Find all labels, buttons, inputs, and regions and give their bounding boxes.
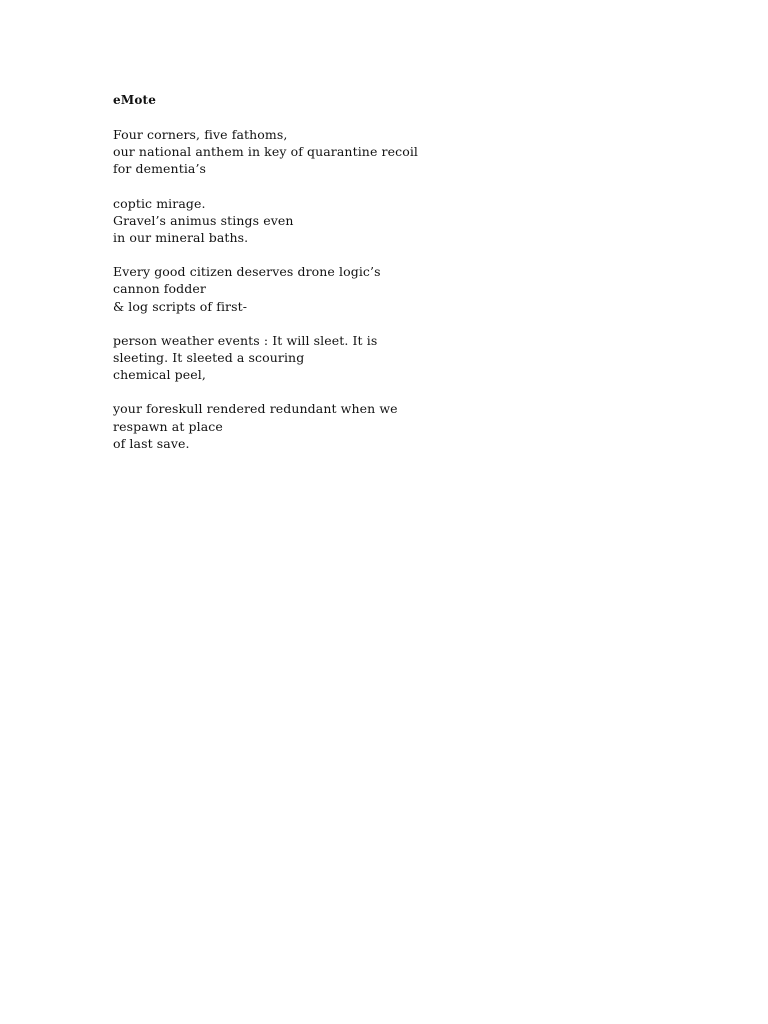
- poem-line: for dementia’s: [113, 161, 207, 177]
- poem-line: of last save.: [113, 435, 190, 451]
- poem-line: your foreskull rendered redundant when we: [113, 401, 398, 417]
- stanza-1: [113, 126, 673, 178]
- stanza-4: [113, 332, 673, 384]
- stanza-2: [113, 195, 673, 247]
- poem: [113, 92, 673, 469]
- poem-title: eMote: [113, 93, 157, 107]
- poem-line: chemical peel,: [113, 367, 206, 383]
- poem-line: & log scripts of first-: [113, 298, 248, 314]
- poem-line: in our mineral baths.: [113, 230, 249, 246]
- poem-line: Every good citizen deserves drone logic’s: [113, 264, 381, 280]
- poem-line: cannon fodder: [113, 281, 206, 297]
- poem-line: Gravel’s animus stings even: [113, 212, 294, 228]
- stanza-5: [113, 400, 673, 452]
- poem-line: respawn at place: [113, 418, 223, 434]
- poem-line: Four corners, five fathoms,: [113, 127, 288, 142]
- poem-line: coptic mirage.: [113, 195, 206, 211]
- poem-line: sleeting. It sleeted a scouring: [113, 350, 305, 366]
- poem-line: person weather events : It will sleet. It is: [113, 332, 378, 348]
- poem-line: our national anthem in key of quarantine recoil: [113, 144, 419, 160]
- stanza-3: [113, 263, 673, 315]
